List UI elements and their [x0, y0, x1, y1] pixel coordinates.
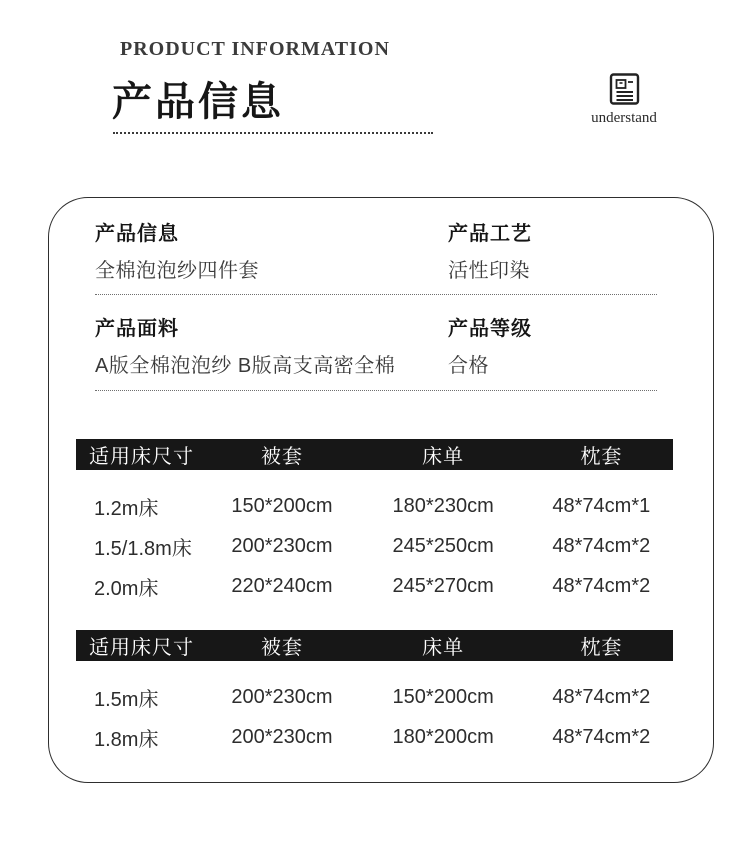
spec-row-1 — [49, 222, 713, 283]
spec-product-fabric — [95, 317, 448, 378]
eyebrow-text: PRODUCT INFORMATION — [120, 38, 390, 60]
spec-label: 产品等级 — [448, 318, 532, 340]
size-table-1 — [76, 439, 673, 606]
table-row — [76, 566, 673, 606]
cell-duvet-cover: 200*230cm — [231, 534, 333, 557]
cell-duvet-cover: 200*230cm — [231, 725, 333, 748]
divider — [95, 390, 657, 391]
column-header: 床单 — [422, 637, 465, 659]
size-table-2 — [76, 630, 673, 757]
column-header: 枕套 — [580, 637, 623, 659]
table-row — [76, 717, 673, 757]
table-body — [76, 486, 673, 606]
document-icon — [586, 72, 662, 106]
cell-bed-size: 1.8m床 — [94, 728, 159, 751]
column-header: 被套 — [260, 637, 303, 659]
cell-duvet-cover: 150*200cm — [231, 494, 333, 517]
cell-pillowcase: 48*74cm*2 — [552, 574, 651, 597]
cell-sheet: 180*230cm — [392, 494, 494, 517]
spec-label: 产品工艺 — [448, 223, 532, 245]
cell-bed-size: 1.2m床 — [94, 497, 159, 520]
spec-value: 活性印染 — [448, 260, 530, 282]
table-header — [76, 439, 673, 470]
cell-sheet: 150*200cm — [392, 685, 494, 708]
divider — [95, 294, 657, 295]
column-header: 被套 — [260, 446, 303, 468]
title-underline — [113, 132, 433, 134]
cell-sheet: 180*200cm — [392, 725, 494, 748]
cell-bed-size: 1.5m床 — [94, 688, 159, 711]
cell-sheet: 245*250cm — [392, 534, 494, 557]
understand-badge — [586, 72, 662, 127]
column-header: 适用床尺寸 — [89, 446, 194, 468]
cell-bed-size: 2.0m床 — [94, 577, 159, 600]
product-info-card — [48, 197, 714, 783]
spec-product-info — [95, 222, 448, 283]
spec-label: 产品信息 — [95, 223, 179, 245]
cell-pillowcase: 48*74cm*2 — [552, 725, 651, 748]
page-title: 产品信息 — [112, 80, 284, 124]
cell-duvet-cover: 220*240cm — [231, 574, 333, 597]
table-body — [76, 677, 673, 757]
spec-row-2 — [49, 317, 713, 378]
table-row — [76, 677, 673, 717]
table-row — [76, 486, 673, 526]
spec-value: A版全棉泡泡纱 B版高支高密全棉 — [95, 355, 396, 377]
understand-label: understand — [591, 110, 657, 126]
spec-label: 产品面料 — [95, 318, 179, 340]
table-header — [76, 630, 673, 661]
cell-bed-size: 1.5/1.8m床 — [94, 537, 192, 560]
spec-product-craft — [448, 222, 657, 283]
spec-value: 合格 — [448, 355, 489, 377]
table-row — [76, 526, 673, 566]
column-header: 床单 — [422, 446, 465, 468]
column-header: 枕套 — [580, 446, 623, 468]
cell-pillowcase: 48*74cm*2 — [552, 685, 651, 708]
cell-pillowcase: 48*74cm*1 — [552, 494, 651, 517]
spec-value: 全棉泡泡纱四件套 — [95, 260, 259, 282]
cell-duvet-cover: 200*230cm — [231, 685, 333, 708]
cell-sheet: 245*270cm — [392, 574, 494, 597]
cell-pillowcase: 48*74cm*2 — [552, 534, 651, 557]
column-header: 适用床尺寸 — [89, 637, 194, 659]
spec-product-grade — [448, 317, 657, 378]
